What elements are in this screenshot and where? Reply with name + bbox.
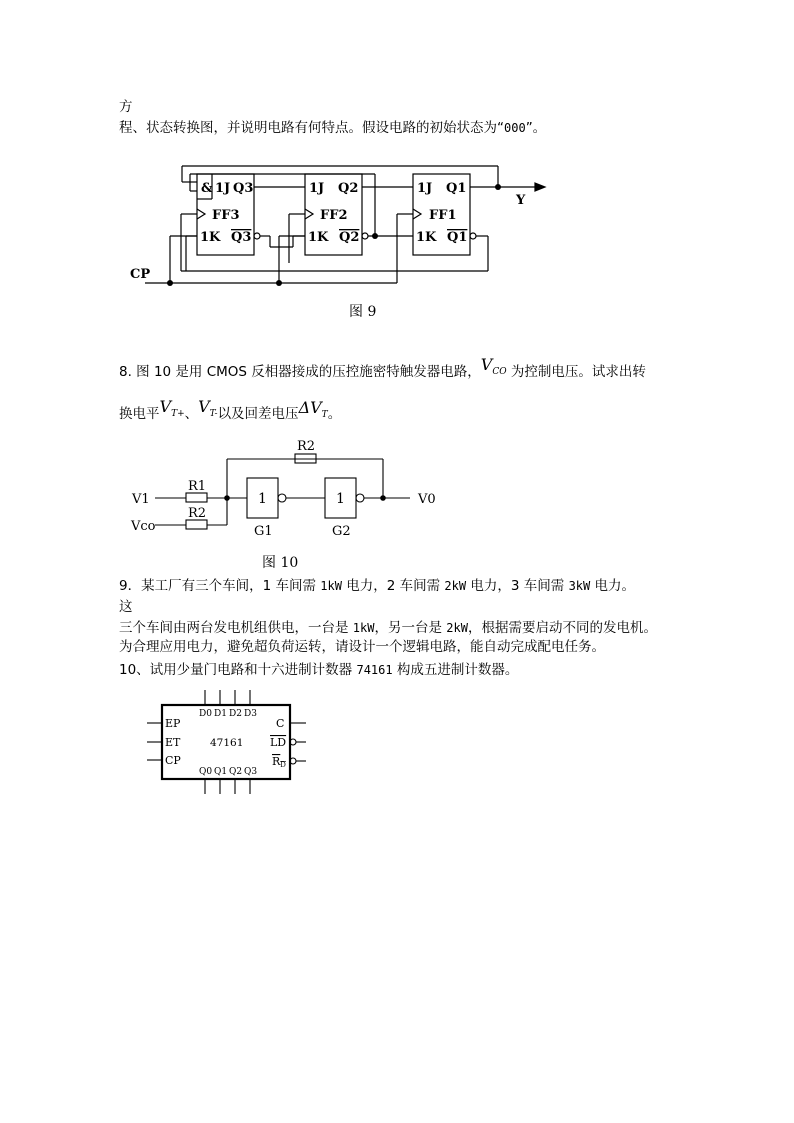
ff3-name: FF3	[212, 208, 240, 223]
q8-sep: 、	[184, 406, 199, 422]
q9-line2: 这	[119, 599, 133, 615]
r2-input-label: R2	[188, 506, 207, 521]
q1-pin-label: Q1	[214, 767, 228, 777]
vco-symbol: $V_{CO}$	[480, 355, 507, 378]
q7-initial-state: 000	[504, 121, 526, 135]
q8-text-b: 为控制电压。试求出转	[506, 364, 646, 380]
q8-text-e: 。	[327, 406, 342, 422]
d1-pin-label: D1	[214, 709, 227, 719]
ff2-name: FF2	[320, 208, 348, 223]
cp-label: CP	[130, 267, 151, 282]
ff3-and-label: &	[201, 181, 213, 196]
ff2-k-label: 1K	[308, 230, 329, 245]
v1-label: V1	[132, 492, 150, 507]
q9-line4: 为合理应用电力，避免超负荷运转，请设计一个逻辑电路，能自动完成配电任务。	[119, 639, 605, 655]
q7-line2-b: ”。	[525, 120, 547, 136]
ff3-k-label: 1K	[200, 230, 221, 245]
figure-10-caption: 图 10	[262, 555, 299, 571]
q2-pin-label: Q2	[229, 767, 243, 777]
q9-line3: 三个车间由两台发电机组供电，一台是 1kW，另一台是 2kW，根据需要启动不同的发电机。	[119, 620, 657, 636]
figure-9-caption: 图 9	[349, 304, 377, 320]
vco-label: Vco	[131, 519, 156, 534]
ff2-j-label: 1J	[309, 181, 325, 196]
q10-line: 10、试用少量门电路和十六进制计数器 74161 构成五进制计数器。	[119, 662, 519, 678]
g1-symbol: 1	[258, 491, 267, 507]
ff1-k-label: 1K	[416, 230, 437, 245]
ff3-q-label: Q3	[233, 181, 254, 196]
q0-pin-label: Q0	[199, 767, 213, 777]
vt-plus-symbol: $V_{T+}$	[159, 397, 185, 420]
ff2-q-label: Q2	[338, 181, 359, 196]
ff2-qbar-label: Q2	[339, 230, 360, 245]
vo-label: V0	[418, 492, 436, 507]
ff1-j-label: 1J	[417, 181, 433, 196]
ff3-qbar-label: Q3	[231, 230, 252, 245]
q8-text-d: 以及回差电压	[217, 406, 299, 422]
chip-name: 47161	[210, 737, 244, 749]
vt-minus-symbol: $V_{T-}$	[198, 397, 218, 420]
r2-feedback-label: R2	[297, 439, 316, 454]
g2-label: G2	[332, 524, 351, 539]
q7-line2-a: 程、状态转换图，并说明电路有何特点。假设电路的初始状态为“	[119, 120, 504, 136]
ff1-qbar-label: Q1	[447, 230, 468, 245]
ff3-j-label: 1J	[215, 181, 231, 196]
q3-pin-label: Q3	[244, 767, 258, 777]
et-pin-label: ET	[165, 736, 181, 749]
g2-symbol: 1	[336, 491, 345, 507]
q7-line1: 方	[119, 99, 133, 115]
ff1-q-label: Q1	[446, 181, 467, 196]
delta-vt-symbol: $\Delta V_T$	[298, 398, 328, 421]
g1-label: G1	[254, 524, 273, 539]
c-pin-label: C	[276, 717, 285, 730]
rd-pin-label: RD	[272, 755, 286, 769]
d2-pin-label: D2	[229, 709, 242, 719]
r1-label: R1	[188, 479, 207, 494]
q8-text-c: 换电平	[119, 406, 160, 422]
cp-pin-label: CP	[165, 754, 181, 767]
q9-line1: 9．某工厂有三个车间，1 车间需 1kW 电力，2 车间需 2kW 电力，3 车间需 3kW 电力。	[119, 578, 636, 594]
ld-pin-label: LD	[270, 736, 287, 749]
output-y-label: Y	[516, 193, 526, 208]
d3-pin-label: D3	[244, 709, 257, 719]
ep-pin-label: EP	[165, 717, 181, 730]
d0-pin-label: D0	[199, 709, 212, 719]
q8-text-a: 8. 图 10 是用 CMOS 反相器接成的压控施密特触发器电路，	[119, 364, 481, 380]
ff1-name: FF1	[429, 208, 457, 223]
